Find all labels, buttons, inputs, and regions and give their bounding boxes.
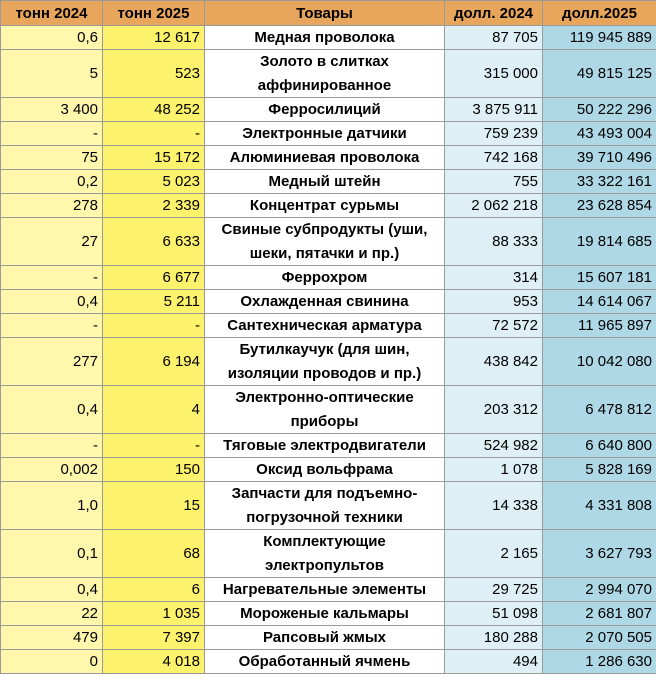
usd-2024-cell: 953: [445, 290, 543, 314]
table-row: [1, 194, 656, 218]
goods-text: Бутилкаучук (для шин, изоляции проводов и пр.): [227, 341, 422, 382]
goods-cell: Концентрат сурьмы: [205, 194, 445, 218]
goods-cell: Нагревательные элементы: [205, 578, 445, 602]
table-row: [1, 578, 656, 602]
usd-2025-cell: 6 640 800: [543, 434, 656, 458]
tons-2024-cell: -: [1, 434, 103, 458]
tons-2025-cell: 523: [103, 50, 205, 98]
tons-2024-cell: -: [1, 122, 103, 146]
table-row: [1, 170, 656, 194]
tons-2024-cell: 0,002: [1, 458, 103, 482]
table-row: [1, 26, 656, 50]
goods-cell: Ферросилиций: [205, 98, 445, 122]
usd-2024-cell: 494: [445, 650, 543, 674]
usd-2025-cell: 1 286 630: [543, 650, 656, 674]
goods-cell: Алюминиевая проволока: [205, 146, 445, 170]
usd-2025-cell: 119 945 889: [543, 26, 656, 50]
table-row: [1, 482, 656, 530]
goods-cell: Обработанный ячмень: [205, 650, 445, 674]
usd-2024-cell: 759 239: [445, 122, 543, 146]
tons-2025-cell: 15: [103, 482, 205, 530]
goods-text: Комплектующие электропультов: [263, 533, 386, 574]
goods-cell: Медный штейн: [205, 170, 445, 194]
tons-2025-cell: -: [103, 122, 205, 146]
usd-2025-cell: 2 994 070: [543, 578, 656, 602]
goods-cell: [205, 218, 445, 266]
header-tons-2025: тонн 2025: [103, 1, 205, 26]
usd-2024-cell: 2 165: [445, 530, 543, 578]
table-row: [1, 386, 656, 434]
tons-2025-cell: 4 018: [103, 650, 205, 674]
tons-2025-cell: 6 194: [103, 338, 205, 386]
goods-text: Электронно-оптические приборы: [235, 389, 414, 430]
usd-2024-cell: 438 842: [445, 338, 543, 386]
goods-cell: [205, 338, 445, 386]
tons-2025-cell: 6 633: [103, 218, 205, 266]
tons-2025-cell: 15 172: [103, 146, 205, 170]
usd-2025-cell: 3 627 793: [543, 530, 656, 578]
usd-2025-cell: 5 828 169: [543, 458, 656, 482]
usd-2025-cell: 43 493 004: [543, 122, 656, 146]
goods-cell: Феррохром: [205, 266, 445, 290]
tons-2024-cell: 278: [1, 194, 103, 218]
tons-2024-cell: -: [1, 314, 103, 338]
tons-2024-cell: 479: [1, 626, 103, 650]
goods-cell: Рапсовый жмых: [205, 626, 445, 650]
tons-2025-cell: 5 023: [103, 170, 205, 194]
tons-2024-cell: 75: [1, 146, 103, 170]
goods-cell: Тяговые электродвигатели: [205, 434, 445, 458]
tons-2024-cell: 0: [1, 650, 103, 674]
header-usd-2025: долл.2025: [543, 1, 656, 26]
usd-2024-cell: 14 338: [445, 482, 543, 530]
usd-2024-cell: 88 333: [445, 218, 543, 266]
usd-2025-cell: 19 814 685: [543, 218, 656, 266]
usd-2024-cell: 315 000: [445, 50, 543, 98]
tons-2024-cell: 3 400: [1, 98, 103, 122]
table-row: [1, 458, 656, 482]
tons-2024-cell: 277: [1, 338, 103, 386]
tons-2025-cell: 7 397: [103, 626, 205, 650]
tons-2024-cell: 5: [1, 50, 103, 98]
table-row: [1, 314, 656, 338]
tons-2024-cell: 1,0: [1, 482, 103, 530]
goods-cell: [205, 386, 445, 434]
header-goods: Товары: [205, 1, 445, 26]
usd-2024-cell: 51 098: [445, 602, 543, 626]
table-row: [1, 290, 656, 314]
tons-2025-cell: 48 252: [103, 98, 205, 122]
usd-2024-cell: 180 288: [445, 626, 543, 650]
header-row: [1, 1, 656, 26]
tons-2025-cell: 68: [103, 530, 205, 578]
goods-text: Запчасти для подъемно-погрузочной техники: [231, 485, 418, 526]
usd-2025-cell: 49 815 125: [543, 50, 656, 98]
goods-cell: Оксид вольфрама: [205, 458, 445, 482]
tons-2025-cell: -: [103, 314, 205, 338]
usd-2024-cell: 314: [445, 266, 543, 290]
table-row: [1, 650, 656, 674]
tons-2025-cell: 4: [103, 386, 205, 434]
tons-2025-cell: 1 035: [103, 602, 205, 626]
tons-2024-cell: 0,4: [1, 578, 103, 602]
goods-cell: Электронные датчики: [205, 122, 445, 146]
table-row: [1, 122, 656, 146]
goods-cell: [205, 50, 445, 98]
goods-cell: Охлажденная свинина: [205, 290, 445, 314]
table-row: [1, 626, 656, 650]
tons-2025-cell: 5 211: [103, 290, 205, 314]
tons-2025-cell: 6: [103, 578, 205, 602]
usd-2024-cell: 3 875 911: [445, 98, 543, 122]
usd-2025-cell: 33 322 161: [543, 170, 656, 194]
usd-2024-cell: 72 572: [445, 314, 543, 338]
usd-2025-cell: 11 965 897: [543, 314, 656, 338]
table-row: [1, 50, 656, 98]
goods-cell: [205, 530, 445, 578]
table-row: [1, 338, 656, 386]
table-row: [1, 434, 656, 458]
table-row: [1, 218, 656, 266]
tons-2025-cell: 6 677: [103, 266, 205, 290]
table-row: [1, 146, 656, 170]
usd-2025-cell: 2 070 505: [543, 626, 656, 650]
usd-2024-cell: 742 168: [445, 146, 543, 170]
tons-2025-cell: 150: [103, 458, 205, 482]
header-usd-2024: долл. 2024: [445, 1, 543, 26]
usd-2025-cell: 14 614 067: [543, 290, 656, 314]
usd-2024-cell: 524 982: [445, 434, 543, 458]
goods-cell: Мороженые кальмары: [205, 602, 445, 626]
tons-2024-cell: 0,2: [1, 170, 103, 194]
table-row: [1, 530, 656, 578]
goods-cell: Сантехническая арматура: [205, 314, 445, 338]
tons-2024-cell: -: [1, 266, 103, 290]
usd-2024-cell: 755: [445, 170, 543, 194]
usd-2025-cell: 2 681 807: [543, 602, 656, 626]
tons-2025-cell: 12 617: [103, 26, 205, 50]
usd-2025-cell: 50 222 296: [543, 98, 656, 122]
tons-2024-cell: 0,4: [1, 290, 103, 314]
goods-cell: Медная проволока: [205, 26, 445, 50]
tons-2024-cell: 0,6: [1, 26, 103, 50]
goods-text: Золото в слитках аффинированное: [257, 53, 392, 94]
usd-2024-cell: 29 725: [445, 578, 543, 602]
tons-2024-cell: 0,4: [1, 386, 103, 434]
goods-text: Свиные субпродукты (уши, шеки, пятачки и пр.): [221, 221, 428, 262]
usd-2024-cell: 203 312: [445, 386, 543, 434]
usd-2024-cell: 2 062 218: [445, 194, 543, 218]
header-tons-2024: тонн 2024: [1, 1, 103, 26]
usd-2024-cell: 87 705: [445, 26, 543, 50]
tons-2024-cell: 27: [1, 218, 103, 266]
goods-cell: [205, 482, 445, 530]
table-row: [1, 602, 656, 626]
table-row: [1, 266, 656, 290]
tons-2025-cell: 2 339: [103, 194, 205, 218]
usd-2025-cell: 15 607 181: [543, 266, 656, 290]
tons-2024-cell: 0,1: [1, 530, 103, 578]
usd-2025-cell: 23 628 854: [543, 194, 656, 218]
usd-2024-cell: 1 078: [445, 458, 543, 482]
tons-2024-cell: 22: [1, 602, 103, 626]
usd-2025-cell: 6 478 812: [543, 386, 656, 434]
table-row: [1, 98, 656, 122]
usd-2025-cell: 39 710 496: [543, 146, 656, 170]
usd-2025-cell: 10 042 080: [543, 338, 656, 386]
tons-2025-cell: -: [103, 434, 205, 458]
usd-2025-cell: 4 331 808: [543, 482, 656, 530]
